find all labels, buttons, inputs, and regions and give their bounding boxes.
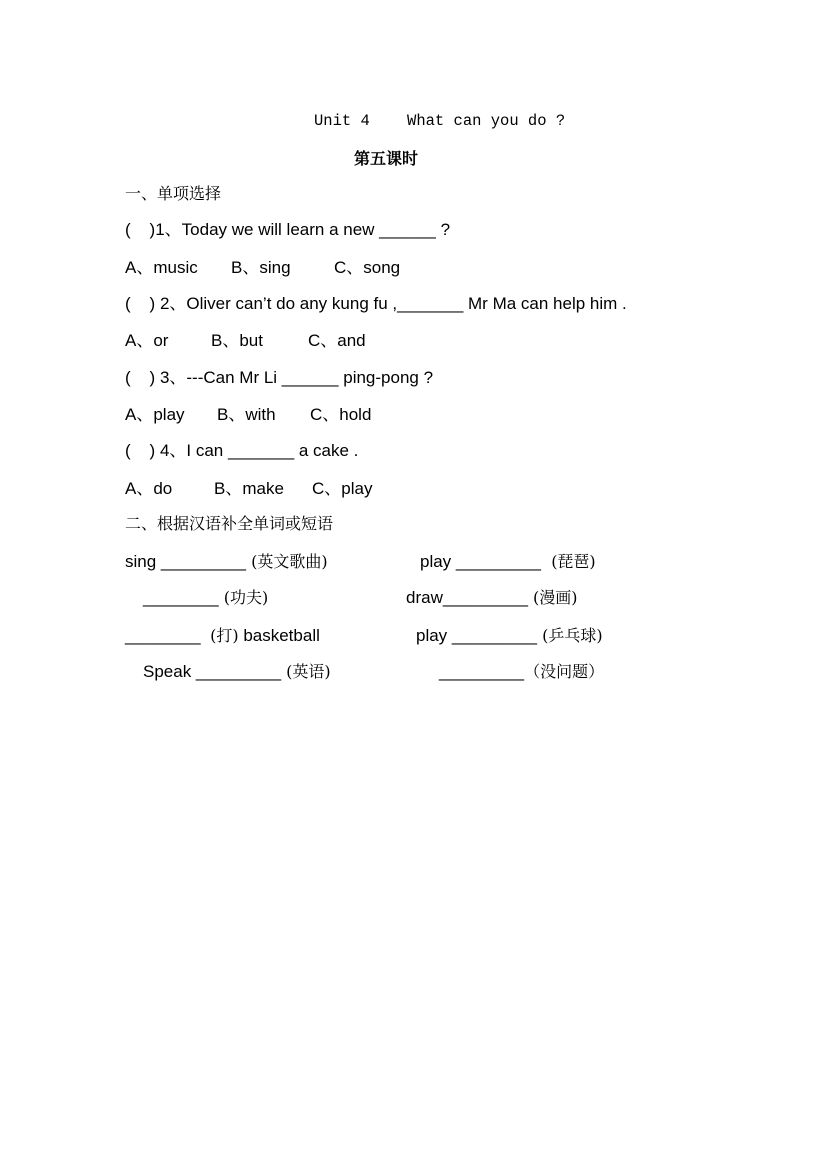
fill-item-pipa: play _________ (琵琶) — [420, 552, 596, 571]
question-3-stem: ( ) 3、---Can Mr Li ______ ping-pong ? — [125, 368, 434, 387]
question-3-option-c: C、hold — [310, 405, 372, 424]
question-1-option-c: C、song — [334, 258, 401, 277]
lesson-subtitle: 第五课时 — [354, 149, 419, 168]
question-1-option-a: A、music — [125, 258, 198, 277]
question-4-option-b: B、make — [214, 479, 284, 498]
question-2-stem: ( ) 2、Oliver can’t do any kung fu ,_______ Mr Ma can help him . — [125, 294, 627, 313]
question-3-option-b: B、with — [217, 405, 276, 424]
fill-item-no-problem: _________（没问题） — [439, 662, 605, 681]
document-title: Unit 4 What can you do ? — [314, 112, 566, 130]
question-2-option-a: A、or — [125, 331, 169, 350]
fill-item-play-basketball: ________ (打) basketball — [125, 626, 320, 645]
question-2-option-b: B、but — [211, 331, 263, 350]
fill-item-english-song: sing _________ (英文歌曲) — [125, 552, 328, 571]
question-4-stem: ( ) 4、I can _______ a cake . — [125, 441, 359, 460]
section-1-heading: 一、单项选择 — [125, 184, 222, 203]
fill-item-ping-pong: play _________ (乒乓球) — [416, 626, 603, 645]
question-2-option-c: C、and — [308, 331, 366, 350]
fill-item-kung-fu: ________ (功夫) — [143, 588, 269, 607]
fill-item-english: Speak _________ (英语) — [143, 662, 331, 681]
fill-item-cartoons: draw_________ (漫画) — [406, 588, 578, 607]
question-1-stem: ( )1、Today we will learn a new ______ ? — [125, 220, 451, 239]
question-1-option-b: B、sing — [231, 258, 291, 277]
question-3-option-a: A、play — [125, 405, 185, 424]
section-2-heading: 二、根据汉语补全单词或短语 — [125, 514, 334, 533]
question-4-option-a: A、do — [125, 479, 173, 498]
question-4-option-c: C、play — [312, 479, 373, 498]
